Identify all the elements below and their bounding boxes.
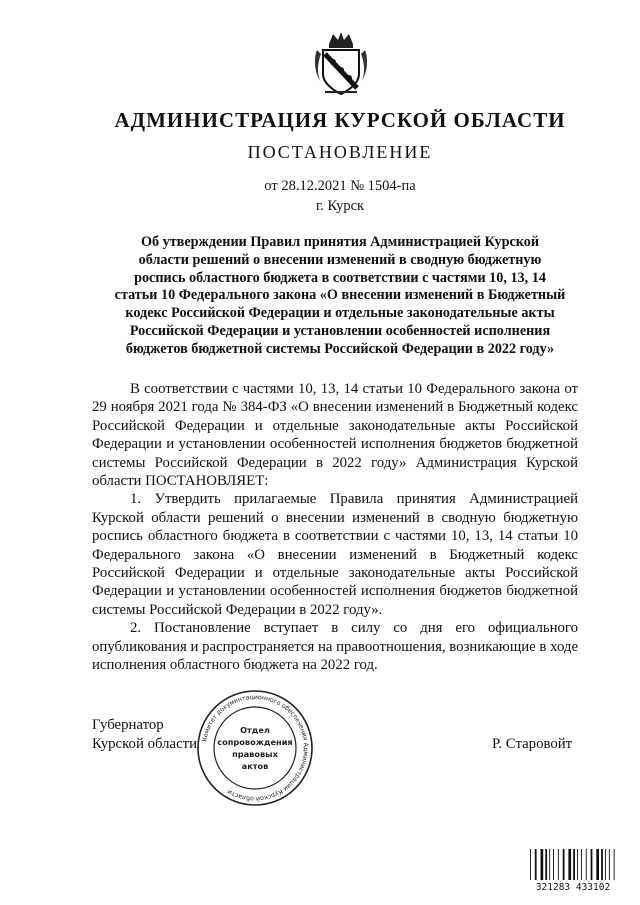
title-line: кодекс Российской Федерации и отдельные законодательные акты [125,305,555,322]
stamp-inner-line: сопровождения [217,737,293,747]
position-line: Губернатор [92,717,164,733]
document-body [92,380,578,675]
title-line: Об утверждении Правил принятия Администрацией Курской [140,234,540,250]
stamp-ring-text: Комитет документационного обеспечения Администрации Курской области [201,693,310,803]
title-line: статьи 10 Федерального закона «О внесении изменений в Бюджетный [114,287,566,304]
title-line: области решений о внесении изменений в сводную бюджетную [138,251,542,268]
barcode [528,848,618,892]
title-line: бюджетов бюджетной системы Российской Федерации в 2022 году» [125,340,555,357]
document-city: г. Курск [315,198,365,214]
stamp-inner-line: правовых [232,749,278,759]
signatory-position [92,716,197,754]
document-title [98,234,582,359]
barcode-bars [530,849,615,880]
position-line: Курской области [92,736,198,752]
preamble-paragraph: В соответствии с частями 10, 13, 14 статьи 10 Федерального закона от 29 ноября 2021 года № 384-ФЗ «О внесении изменений в Бюджетный кодекс Российской Федерации и отдельные законодательные акты Российской Федерации и установлении особенностей исполнения бюджетов бюджетной системы Российской Федерации в 2022 году» Администрация Курской области ПОСТАНОВЛЯЕТ: [92,381,578,490]
coat-of-arms-emblem [311,30,371,98]
signatory-name: Р. Старовойт [492,736,573,752]
organization-heading: АДМИНИСТРАЦИЯ КУРСКОЙ ОБЛАСТИ [114,108,566,132]
document-date-number: от 28.12.2021 № 1504-па [264,178,416,194]
item-2-paragraph: 2. Постановление вступает в силу со дня его официального опубликования и распространяется на правоотношения, возникающие в ходе исполнения областного бюджета на 2022 год. [92,620,579,674]
item-1-paragraph: 1. Утвердить прилагаемые Правила принятия Администрацией Курской области решений о внесении изменений в сводную бюджетную роспись областного бюджета в соответствии с частями 10, 13, 14 статьи 10 Федерального закона «О внесении изменений в Бюджетный кодекс Российской Федерации и отдельные законодательные акты Российской Федерации и установлении особенностей исполнения бюджетов бюджетной системы Российской Федерации в 2022 году». [92,491,578,618]
document-type: ПОСТАНОВЛЕНИЕ [247,142,433,162]
title-line: Российской Федерации и установлении особенностей исполнения [129,322,551,339]
title-line: роспись областного бюджета в соответствии с частями 10, 13, 14 [134,269,546,286]
stamp-inner-line: актов [241,761,269,771]
official-stamp [195,688,315,808]
stamp-inner-line: Отдел [240,725,270,735]
barcode-number: 321283 433102 [535,882,611,892]
